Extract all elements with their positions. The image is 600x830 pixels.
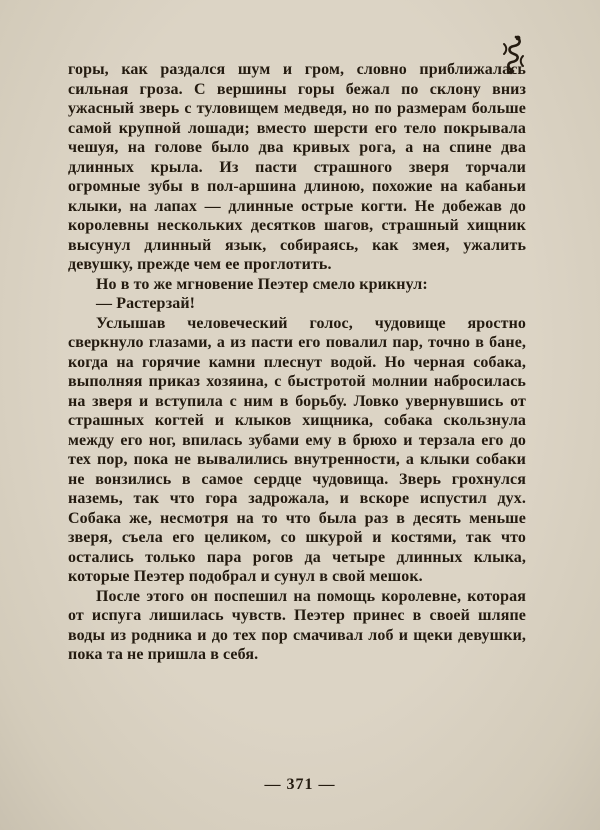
paragraph-dialogue: — Растерзай!	[96, 295, 196, 312]
page-number: — 371 —	[264, 776, 336, 793]
paragraph: Но в то же мгновение Пеэтер смело крикнул:	[96, 275, 428, 293]
paragraph: горы, как раздался шум и гром, словно приближалась сильная гроза. С вершины горы бежал по склону вниз ужасный зверь с туловищем медведя, но по размерам больше самой крупной лошади; вместо шерсти его тело покрывала чешуя, на голове было два кривых рога, а на спине два длинных крыла. Из пасти страшного зверя торчали огромные зубы в пол-аршина длиною, похожие на кабаньи клыки, на лапах — длинные острые когти. Не добежав до королевны нескольких десятков шагов, страшный хищник высунул длинный язык, собираясь, как змея, ужалить девушку, прежде чем ее проглотить.	[68, 61, 526, 273]
paragraph: Услышав человеческий голос, чудовище яростно сверкнуло глазами, а из пасти его повалил пар, точно в бане, когда на горячие камни плеснут водой. Но черная собака, выполняя приказ хозяина, с быстротой молнии набросилась на зверя и вступила с ним в борьбу. Ловко увернувшись от страшных когтей и клыков хищника, собака скользнула между его ног, впилась зубами ему в брюхо и терзала его до тех пор, пока не вывалились внутренности, а клыки собаки не вонзились в самое сердце чудовища. Зверь грохнулся наземь, так что гора задрожала, и вскоре испустил дух. Собака же, несмотря на то что была раз в десять меньше зверя, съела его целиком, со шкурой и костями, так что остались только пара рогов да четыре длинных клыка, которые Пеэтер подобрал и сунул в свой мешок.	[68, 314, 526, 585]
paragraph: После этого он поспешил на помощь королевне, которая от испуга лишилась чувств. Пеэтер принес в своей шляпе воды из родника и до тех пор смачивал лоб и щеки девушки, пока та не пришла в себя.	[68, 587, 526, 663]
text-block	[68, 60, 526, 665]
